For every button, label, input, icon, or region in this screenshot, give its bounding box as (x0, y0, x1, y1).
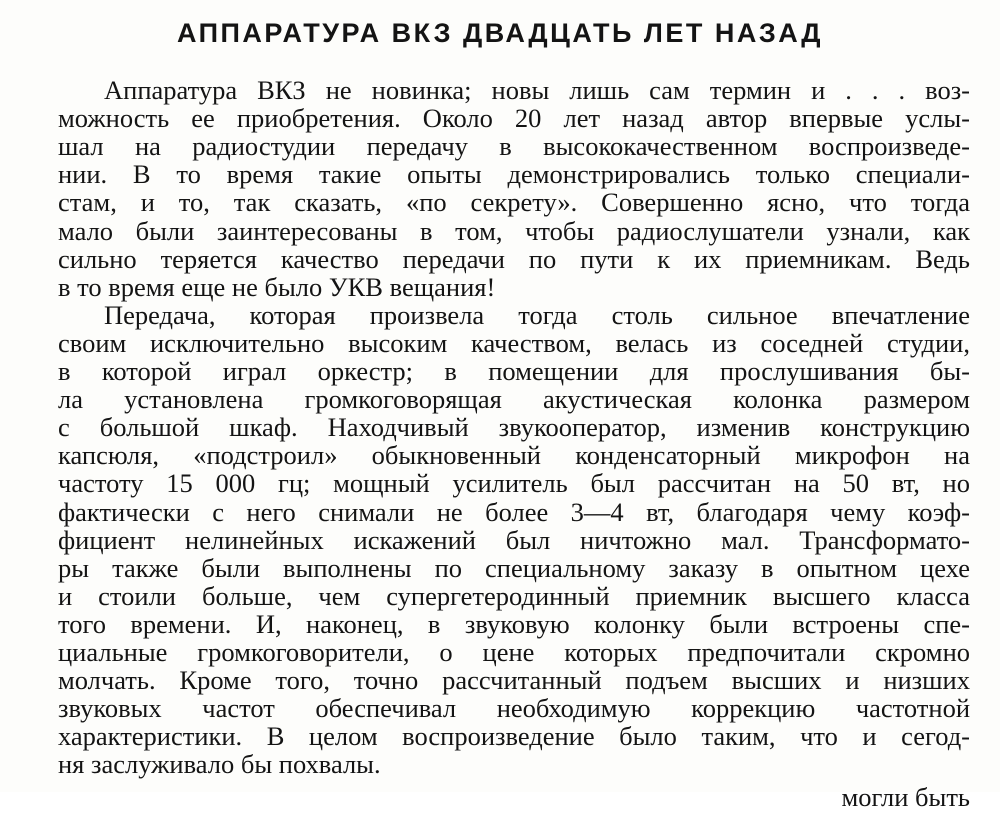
cut-off-line: могли быть (841, 781, 970, 812)
text-line: шал на радиостудии передачу в высококачественном воспроизведе- (58, 131, 970, 162)
text-line: с большой шкаф. Находчивый звукооператор, изменив конструкцию (58, 412, 970, 443)
page-title: АППАРАТУРА ВКЗ ДВАДЦАТЬ ЛЕТ НАЗАД (176, 18, 824, 48)
text-line: циальные громкоговорители, о цене которых предпочитали скромно (58, 637, 970, 667)
text-line: ры также были выполнены по специальному заказу в опытном цехе (58, 552, 970, 583)
text-line: своим исключительно высоким качеством, велась из соседней студии, (58, 327, 970, 358)
text-line: мало были заинтересованы в том, чтобы радиослушатели узнали, как (58, 215, 970, 246)
text-line: в то время еще не было УКВ вещания! (58, 271, 496, 302)
text-line: нии. В то время такие опыты демонстрировались только специали- (58, 159, 970, 190)
text-line: частоту 15 000 гц; мощный усилитель был рассчитан на 50 вт, но (58, 468, 970, 499)
text-line: фактически с него снимали не более 3—4 вт, благодаря чему коэф- (58, 496, 970, 527)
text-line: молчать. Кроме того, точно рассчитанный подъем высших и низших (58, 665, 970, 696)
text-line: в которой играл оркестр; в помещении для прослушивания бы- (58, 356, 970, 386)
text-line: сильно теряется качество передачи по пути к их приемникам. Ведь (58, 243, 970, 274)
text-line: стам, и то, так сказать, «по секрету». Совершенно ясно, что тогда (58, 187, 970, 218)
text-line: характеристики. В целом воспроизведение было таким, что и сегод- (58, 721, 970, 752)
text-line: можность ее приобретения. Около 20 лет назад автор впервые услы- (58, 103, 970, 134)
text-line: фициент нелинейных искажений был ничтожно мал. Трансформато- (58, 524, 970, 555)
text-line: Передача, которая произвела тогда столь сильное впечатление (104, 299, 970, 330)
text-line: Аппаратура ВКЗ не новинка; новы лишь сам термин и . . . воз- (104, 75, 970, 105)
text-line: ла установлена громкоговорящая акустическая колонка размером (58, 384, 970, 415)
text-line: ня заслуживало бы похвалы. (58, 749, 381, 780)
text-line: капсюля, «подстроил» обыкновенный конденсаторный микрофон на (58, 440, 970, 471)
text-line: звуковых частот обеспечивал необходимую коррекцию частотной (58, 693, 970, 724)
text-line: и стоили больше, чем супергетеродинный приемник высшего класса (58, 580, 970, 611)
text-line: того времени. И, наконец, в звуковую колонку были встроены спе- (58, 608, 970, 639)
